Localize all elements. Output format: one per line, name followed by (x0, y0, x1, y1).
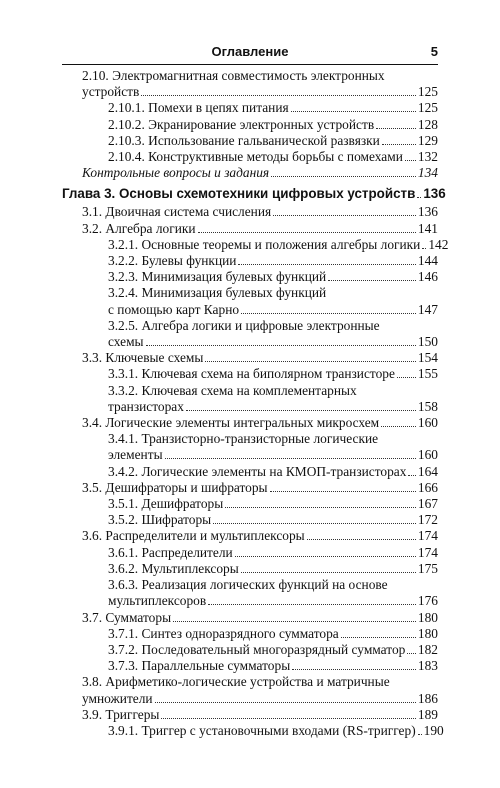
toc-page-number: 136 (423, 186, 446, 202)
toc-entry-text: 3.2.3. Минимизация булевых функций (108, 269, 327, 285)
toc-entry[interactable] (62, 366, 438, 382)
toc-entry[interactable] (62, 204, 438, 220)
toc-page-number: 174 (417, 544, 438, 560)
dot-leader (186, 410, 416, 411)
toc-page-number: 155 (417, 366, 438, 382)
toc-entry[interactable] (62, 415, 438, 431)
dot-leader (407, 653, 416, 654)
toc-page-number: 164 (417, 463, 438, 479)
dot-leader (165, 458, 416, 459)
toc-entry[interactable] (62, 431, 438, 463)
toc-page-number: 175 (417, 560, 438, 576)
toc-page-number: 180 (417, 609, 438, 625)
toc-entry[interactable] (62, 561, 438, 577)
toc-entry[interactable] (62, 464, 438, 480)
toc-page-number: 174 (417, 528, 438, 544)
toc-page-number: 125 (417, 84, 438, 100)
toc-entry-text: с помощью карт Карно (108, 301, 240, 317)
toc-entry-text: 3.4.2. Логические элементы на КМОП-транзисторах (108, 463, 407, 479)
toc-entry-text: 3.9. Триггеры (82, 706, 160, 722)
toc-entry[interactable] (62, 117, 438, 133)
toc-entry-text: 3.6.2. Мультиплексоры (108, 560, 239, 576)
toc-entry[interactable] (62, 318, 438, 350)
toc-page-number: 128 (417, 116, 438, 132)
toc-entry-text: 3.7.2. Последовательный многоразрядный сумматор (108, 641, 406, 657)
toc-entry-text: 2.10.3. Использование гальванической развязки (108, 132, 380, 148)
toc-entry[interactable] (62, 221, 438, 237)
dot-leader (238, 264, 415, 265)
toc-page-number: 189 (417, 706, 438, 722)
toc-entry-text: 3.2. Алгебра логики (82, 220, 196, 236)
toc-entry[interactable] (62, 722, 444, 739)
dot-leader (307, 539, 416, 540)
toc-entry[interactable] (62, 149, 438, 165)
toc-entry-text: 3.7.3. Параллельные сумматоры (108, 658, 291, 674)
dot-leader (405, 160, 416, 161)
toc-page-number: 176 (417, 593, 438, 609)
toc-entry-text: 3.5. Дешифраторы и шифраторы (82, 479, 268, 495)
header-title: Оглавление (211, 44, 289, 59)
toc-entry-text: устройств (82, 84, 140, 100)
dot-leader (213, 523, 416, 524)
dot-leader (417, 197, 421, 198)
toc-entry-text: Контрольные вопросы и задания (82, 165, 270, 181)
dot-leader (241, 313, 416, 314)
toc-entry[interactable] (62, 285, 438, 317)
toc-entry[interactable] (62, 496, 438, 512)
dot-leader (382, 144, 416, 145)
toc-entry-text: Глава 3. Основы схемотехники цифровых устройств (62, 186, 416, 202)
toc-entry-text: 3.1. Двоичная система счисления (82, 204, 272, 220)
dot-leader (208, 604, 416, 605)
toc-page-number: 167 (417, 496, 438, 512)
dot-leader (328, 280, 416, 281)
toc-entry[interactable] (62, 512, 438, 528)
toc-page-number: 182 (417, 641, 438, 657)
dot-leader (146, 345, 416, 346)
toc-page-number: 160 (417, 447, 438, 463)
running-header (62, 44, 438, 62)
toc-page-number: 154 (417, 350, 438, 366)
toc-entry-text: мультиплексоров (108, 593, 207, 609)
toc-page-number: 141 (417, 220, 438, 236)
toc-entry-text: 3.5.2. Шифраторы (108, 512, 212, 528)
toc-entry[interactable] (62, 68, 438, 100)
toc-entry-text: 3.3.1. Ключевая схема на биполярном транзисторе (108, 366, 395, 382)
dot-leader (341, 637, 416, 638)
toc-page-number: 160 (417, 415, 438, 431)
toc-page-number: 125 (417, 100, 438, 116)
toc-entry-text: 3.2.5. Алгебра логики и цифровые электронные (108, 317, 380, 333)
toc-entry-text: 3.7.1. Синтез одноразрядного сумматора (108, 625, 339, 641)
toc-entry-text: транзисторах (108, 398, 184, 414)
dot-leader (271, 176, 416, 177)
toc-entry-text: 2.10.1. Помехи в цепях питания (108, 100, 289, 116)
toc-entry[interactable] (62, 674, 438, 706)
toc-page-number: 147 (417, 301, 438, 317)
toc-entry[interactable] (62, 165, 438, 181)
toc-page-number: 132 (417, 149, 438, 165)
toc-entry-text: элементы (108, 447, 163, 463)
toc-page-number: 172 (417, 512, 438, 528)
toc-entry-text: 3.4. Логические элементы интегральных микросхем (82, 415, 380, 431)
toc-entry[interactable] (62, 480, 438, 496)
dot-leader (141, 95, 416, 96)
dot-leader (418, 734, 422, 735)
toc-page-number: 144 (417, 253, 438, 269)
toc-entry[interactable] (62, 269, 438, 285)
toc-page-number: 150 (417, 334, 438, 350)
toc-entry[interactable] (62, 610, 438, 626)
dot-leader (292, 669, 416, 670)
dot-leader (376, 128, 416, 129)
toc-entry[interactable] (62, 658, 438, 674)
toc-entry-text: схемы (108, 334, 144, 350)
toc-entry-text: 3.3.2. Ключевая схема на комплементарных (108, 382, 357, 398)
toc-entry-text: 2.10.4. Конструктивные методы борьбы с помехами (108, 149, 403, 165)
toc-page-number: 166 (417, 479, 438, 495)
toc-chapter-entry[interactable] (62, 185, 446, 203)
toc-page-number: 158 (417, 398, 438, 414)
toc-page-number: 136 (417, 204, 438, 220)
dot-leader (235, 556, 416, 557)
dot-leader (270, 491, 416, 492)
toc-entry[interactable] (62, 236, 449, 253)
table-of-contents (62, 68, 449, 739)
toc-entry-text: 3.2.4. Минимизация булевых функций (108, 285, 327, 301)
toc-entry-text: 3.6.1. Распределители (108, 544, 233, 560)
dot-leader (381, 426, 416, 427)
toc-entry-text: 3.3. Ключевые схемы (82, 350, 204, 366)
toc-entry-text: 3.9.1. Триггер с установочными входами (RS-триггер) (108, 722, 416, 738)
toc-entry-text: 3.2.1. Основные теоремы и положения алгебры логики (108, 236, 421, 252)
toc-entry-text: 3.8. Арифметико-логические устройства и матричные (82, 674, 390, 690)
toc-entry[interactable] (62, 577, 438, 609)
dot-leader (273, 215, 416, 216)
toc-entry[interactable] (62, 100, 438, 116)
toc-entry[interactable] (62, 707, 438, 723)
toc-entry[interactable] (62, 642, 438, 658)
dot-leader (422, 248, 426, 249)
header-page-number: 5 (430, 44, 438, 59)
toc-entry-text: 2.10.2. Экранирование электронных устройств (108, 116, 375, 132)
toc-entry[interactable] (62, 383, 438, 415)
toc-entry-text: 3.7. Сумматоры (82, 609, 172, 625)
toc-entry-text: умножители (82, 690, 153, 706)
dot-leader (225, 507, 416, 508)
toc-entry-text: 3.5.1. Дешифраторы (108, 496, 224, 512)
toc-page-number: 134 (417, 165, 438, 181)
toc-entry-text: 3.2.2. Булевы функции (108, 253, 237, 269)
dot-leader (241, 572, 416, 573)
toc-entry-text: 3.6.3. Реализация логических функций на основе (108, 577, 388, 593)
toc-entry[interactable] (62, 350, 438, 366)
toc-entry-text: 3.6. Распределители и мультиплексоры (82, 528, 305, 544)
toc-page-number: 142 (428, 236, 449, 252)
toc-page-number: 183 (417, 658, 438, 674)
header-rule (62, 64, 438, 65)
toc-entry[interactable] (62, 253, 438, 269)
toc-entry[interactable] (62, 545, 438, 561)
dot-leader (155, 702, 416, 703)
toc-page-number: 180 (417, 625, 438, 641)
dot-leader (205, 361, 416, 362)
dot-leader (408, 475, 415, 476)
toc-page-number: 186 (417, 690, 438, 706)
dot-leader (161, 718, 415, 719)
toc-entry-text: 2.10. Электромагнитная совместимость электронных (82, 68, 385, 83)
toc-entry[interactable] (62, 528, 438, 544)
toc-page-number: 146 (417, 269, 438, 285)
toc-entry[interactable] (62, 626, 438, 642)
dot-leader (198, 232, 416, 233)
dot-leader (173, 621, 416, 622)
toc-entry[interactable] (62, 133, 438, 149)
toc-page-number: 190 (423, 722, 444, 738)
dot-leader (291, 111, 416, 112)
dot-leader (397, 377, 416, 378)
toc-entry-text: 3.4.1. Транзисторно-транзисторные логические (108, 431, 379, 447)
toc-page-number: 129 (417, 132, 438, 148)
